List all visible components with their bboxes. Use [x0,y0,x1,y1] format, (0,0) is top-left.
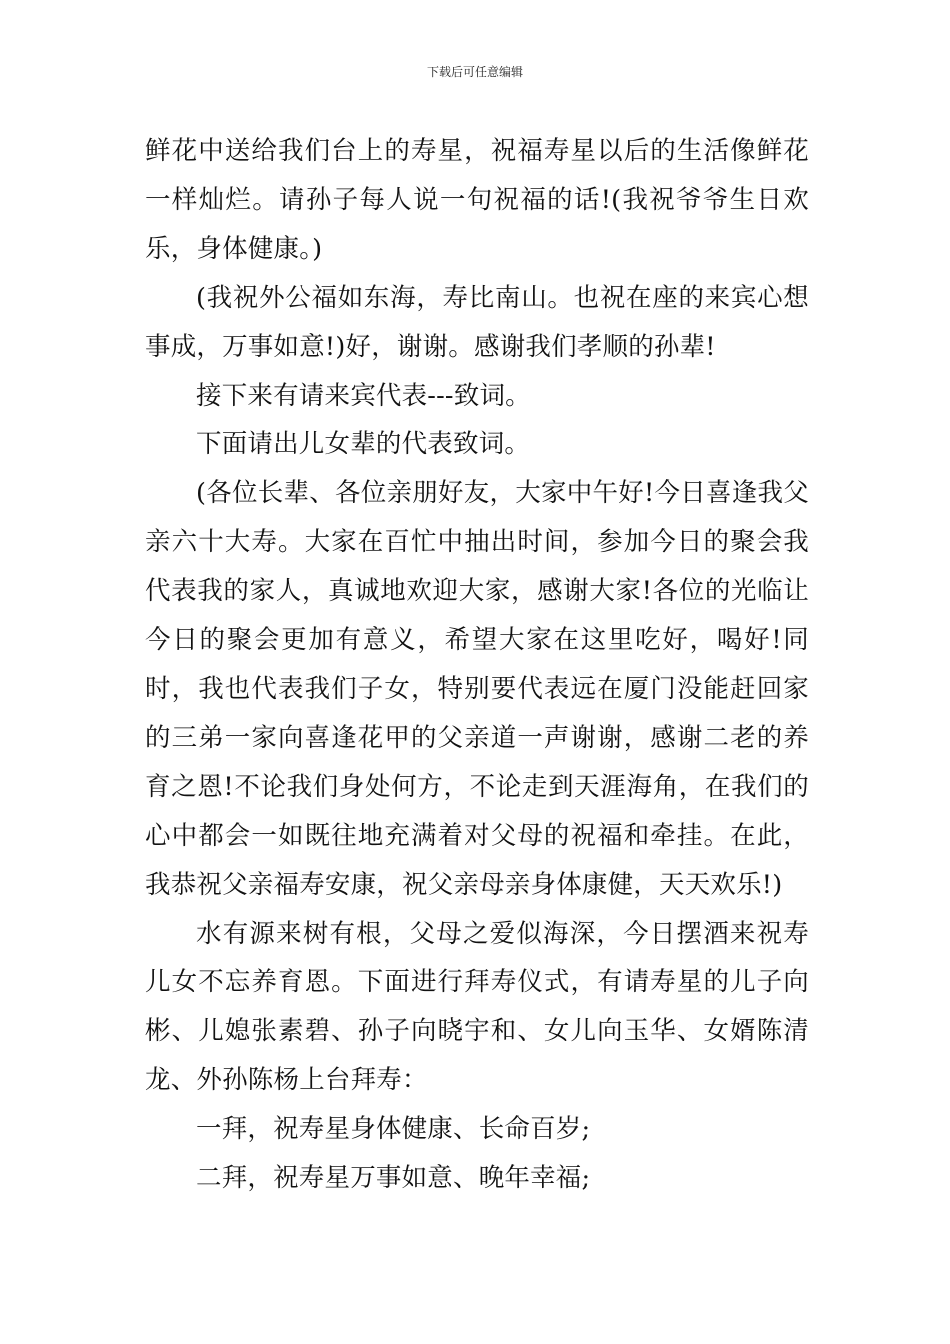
paragraph-second-bow: 二拜，祝寿星万事如意、晚年幸福; [196,1163,591,1194]
paragraph-ceremony-intro: 水有源来树有根，父母之爱似海深，今日摆酒来祝寿儿女不忘养育恩。下面进行拜寿仪式，有请寿星的儿子向彬、儿媳张素碧、孙子向晓宇和、女儿向玉华、女婿陈清龙、外孙陈杨上台拜寿： [145,918,809,1096]
paragraph-children-speech: (各位长辈、各位亲朋好友，大家中午好!今日喜逢我父亲六十大寿。大家在百忙中抽出时间，参加今日的聚会我代表我的家人，真诚地欢迎大家，感谢大家!各位的光临让今日的聚会更加有意义，希望大家在这里吃好，喝好!同时，我也代表我们子女，特别要代表远在厦门没能赶回家的三弟一家向喜逢花甲的父亲道一声谢谢，感谢二老的养育之恩!不论我们身处何方，不论走到天涯海角，在我们的心中都会一如既往地充满着对父母的祝福和牵挂。在此，我恭祝父亲福寿安康，祝父亲母亲身体康健，天天欢乐!) [145,478,809,900]
document-body [145,127,809,1203]
paragraph-children-speech-intro: 下面请出儿女辈的代表致词。 [196,429,531,460]
paragraph-blessing-intro: 鲜花中送给我们台上的寿星，祝福寿星以后的生活像鲜花一样灿烂。请孙子每人说一句祝福的话!(我祝爷爷生日欢乐，身体健康。) [145,136,809,264]
paragraph-first-bow: 一拜，祝寿星身体健康、长命百岁; [196,1114,591,1145]
paragraph-guest-speech: 接下来有请来宾代表---致词。 [196,380,531,411]
page-header: 下载后可任意编辑 [426,65,523,79]
paragraph-grandchild-blessing: (我祝外公福如东海，寿比南山。也祝在座的来宾心想事成，万事如意!)好，谢谢。感谢我们孝顺的孙辈! [145,282,809,362]
